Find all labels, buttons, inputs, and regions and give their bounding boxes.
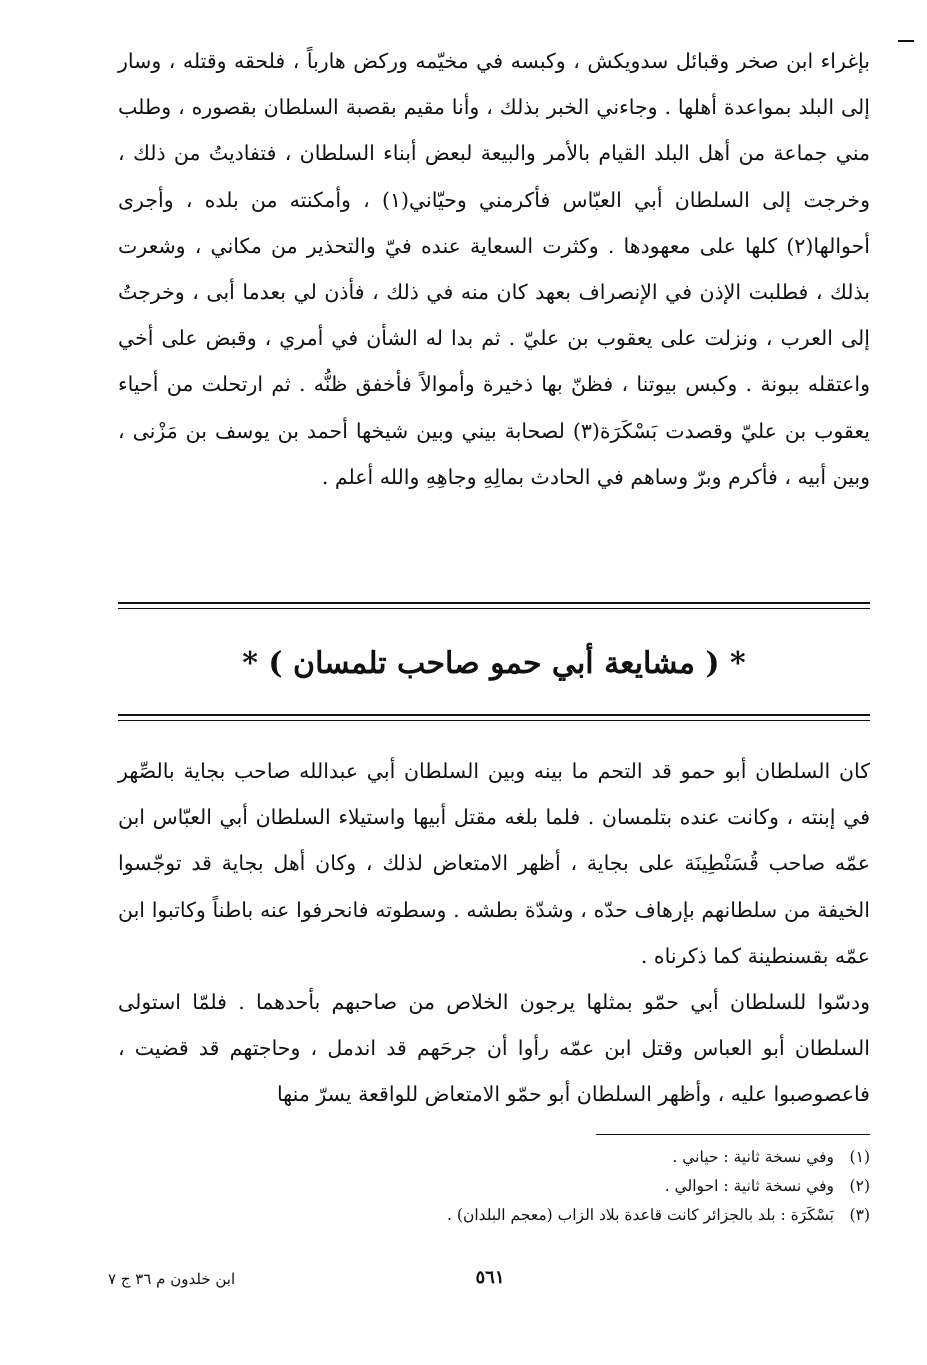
footnote-3 — [118, 1201, 870, 1230]
book-reference: ابن خلدون م ٣٦ ج ٧ — [108, 1270, 236, 1288]
paragraph: ودسّوا للسلطان أبي حمّو بمثلها يرجون الخلاص من صاحبهم بأحدهما . فلمّا استولى السلطان أبو العباس وقتل ابن عمّه رأوا أن جرحَهم قد اندمل ، وحاجتهم قد قضيت ، فاعصوصبوا عليه ، وأظهر السلطان أبو حمّو الامتعاض للواقعة يسرّ منها — [118, 990, 870, 1107]
footnote-text: بَسْكَرَة : بلد بالجزائر كانت قاعدة بلاد الزاب (معجم البلدان) . — [447, 1206, 834, 1224]
section-rule-top — [118, 602, 870, 609]
section-heading: * ( مشايعة أبي حمو صاحب تلمسان ) * — [242, 646, 746, 681]
footnote-number: (٣) — [849, 1206, 870, 1224]
body-text-top — [118, 38, 870, 500]
footnote-text: وفي نسخة ثانية : احوالي . — [664, 1177, 834, 1195]
section-rule-bottom — [118, 714, 870, 721]
footnote-text: وفي نسخة ثانية : حياني . — [672, 1148, 834, 1166]
footnote-1 — [118, 1143, 870, 1172]
footnotes — [118, 1143, 870, 1230]
footnote-2 — [118, 1172, 870, 1201]
footnote-separator — [596, 1134, 870, 1135]
margin-mark — [898, 40, 914, 42]
paragraph: كان السلطان أبو حمو قد التحم ما بينه وبين السلطان أبي عبدالله صاحب بجاية بالصِّهر في إبنته ، وكانت عنده بتلمسان . فلما بلغه مقتل أبيها واستيلاء السلطان أبي العبّاس ابن عمّه صاحب قُسَنْطِينَة على بجاية ، أظهر الامتعاض لذلك ، وكان أهل بجاية قد توجّسوا الخيفة من سلطانهم بإرهاف حدّه ، وشدّة بطشه . وسطوته فانحرفوا عنه باطناً وكاتبوا ابن عمّه بقسنطينة كما ذكرناه . — [118, 759, 870, 968]
footnote-number: (١) — [849, 1148, 870, 1166]
paragraph: بإغراء ابن صخر وقبائل سدويكش ، وكبسه في مخيّمه وركض هارباً ، فلحقه وقتله ، وسار إلى البلد بمواعدة أهلها . وجاءني الخبر بذلك ، وأنا مقيم بقصبة السلطان بقصوره ، وطلب مني جماعة من أهل البلد القيام بالأمر والبيعة لبعض أبناء السلطان ، فتفاديتُ من ذلك ، وخرجت إلى السلطان أبي العبّاس فأكرمني وحيّاني(١) ، وأمكنته من بلده ، وأجرى أحوالها(٢) كلها على معهودها . وكثرت السعاية عنده فيّ والتحذير من مكاني ، وشعرت بذلك ، فطلبت الإذن في الإنصراف بعهد كان منه في ذلك ، فأذن لي بعدما أبى ، وخرجتُ إلى العرب ، ونزلت على يعقوب بن عليّ . ثم بدا له الشأن في أمري ، وقبض على أخي واعتقله ببونة . وكبس بيوتنا ، فظنّ بها ذخيرة وأموالاً فأخفق ظنُّه . ثم ارتحلت من أحياء يعقوب بن عليّ وقصدت بَسْكَرَة(٣) لصحابة بيني وبين شيخها أحمد بن يوسف بن مَزْنى ، وبين أبيه ، فأكرم وبرّ وساهم في الحادث بمالِهِ وجاهِهِ والله أعلم . — [118, 49, 871, 489]
page-number: ٥٦١ — [475, 1267, 505, 1288]
footnote-number: (٢) — [849, 1177, 870, 1195]
body-text-bottom — [118, 748, 870, 1118]
